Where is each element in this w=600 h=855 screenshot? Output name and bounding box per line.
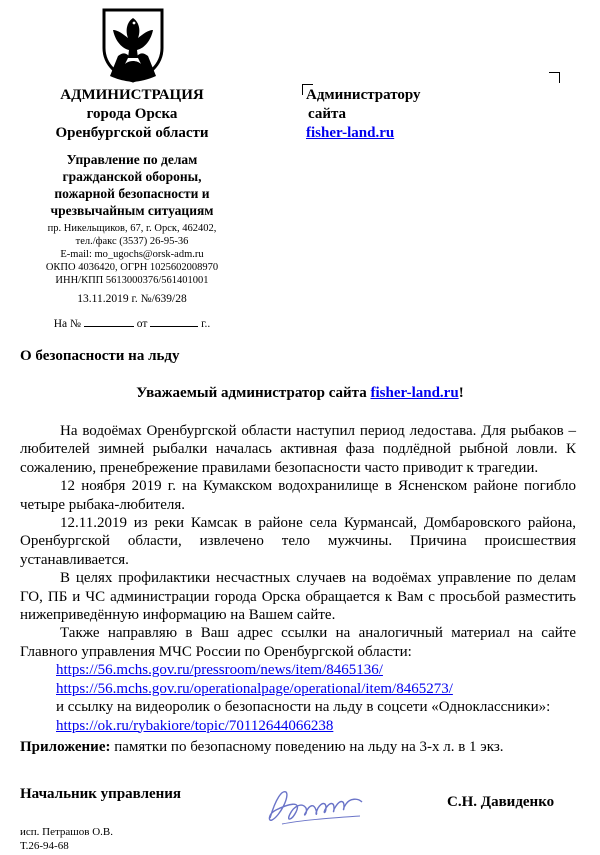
ok-link[interactable]: https://ok.ru/rybakiore/topic/70112644066238 bbox=[56, 717, 334, 734]
recipient-site-link[interactable]: fisher-land.ru bbox=[306, 125, 395, 141]
recipient-line1: Администратору bbox=[306, 87, 421, 103]
department-name: Управление по делам гражданской обороны, пожарной безопасности и чрезвычайным ситуациям bbox=[50, 152, 214, 218]
greeting-site-link[interactable]: fisher-land.ru bbox=[370, 385, 459, 401]
greeting: Уважаемый администратор сайта fisher-land.ru! bbox=[136, 385, 464, 401]
reference-line: На № от г.. bbox=[20, 314, 244, 331]
inn: ИНН/КПП 5613000376/561401001 bbox=[55, 275, 209, 286]
mchs-link-2[interactable]: https://56.mchs.gov.ru/operationalpage/operational/item/8465273/ bbox=[56, 680, 453, 697]
paragraph-5: Также направляю в Ваш адрес ссылки на аналогичный материал на сайте Главного управления МЧС России по Оренбургской области: bbox=[20, 625, 576, 660]
doc-date-number: 13.11.2019 г. №/639/28 bbox=[77, 293, 187, 305]
address: пр. Никельщиков, 67, г. Орск, 462402, bbox=[47, 223, 217, 234]
paragraph-3: 12.11.2019 из реки Камсак в районе села Курмансай, Домбаровского района, Оренбургской области, извлечено тело мужчины. Причина происшествия устанавливается. bbox=[20, 515, 576, 568]
letter-body bbox=[20, 422, 576, 735]
recipient-line2: сайта bbox=[308, 106, 347, 122]
executor-block bbox=[20, 825, 113, 853]
attachment-label: Приложение: bbox=[20, 739, 111, 755]
email: E-mail: mo_ugochs@orsk-adm.ru bbox=[60, 249, 204, 260]
attachment-text: памятки по безопасному поведению на льду на 3-х л. в 1 экз. bbox=[110, 739, 504, 755]
paragraph-6: и ссылку на видеоролик о безопасности на льду в соцсети «Одноклассники»: bbox=[56, 699, 551, 716]
org-city: города Орска bbox=[86, 106, 178, 122]
paragraph-1: На водоёмах Оренбургской области наступил период ледостава. Для рыбаков – любителей зимней рыбалки началась активная фаза подлёдной рыбной ловли. К сожалению, пренебрежение правилами безопасности часто приводит к трагедии. bbox=[20, 423, 576, 476]
ref-number-blank bbox=[84, 314, 134, 327]
ref-date-blank bbox=[150, 314, 198, 327]
subject: О безопасности на льду bbox=[20, 348, 180, 364]
signature-title: Начальник управления bbox=[20, 786, 182, 802]
attachment-line bbox=[20, 739, 504, 756]
paragraph-2: 12 ноября 2019 г. на Кумакском водохранилище в Ясненском районе погибло четыре рыбака-любителя. bbox=[20, 478, 576, 513]
org-title: АДМИНИСТРАЦИЯ bbox=[60, 87, 204, 103]
recipient-corner-right bbox=[549, 72, 560, 83]
contact-block bbox=[20, 222, 244, 287]
coat-of-arms-icon bbox=[101, 8, 165, 83]
executor-name: исп. Петрашов О.В. bbox=[20, 826, 114, 838]
okpo: ОКПО 4036420, ОГРН 1025602008970 bbox=[45, 262, 219, 273]
recipient-block bbox=[306, 86, 421, 143]
paragraph-4: В целях профилактики несчастных случаев на водоёмах управление по делам ГО, ПБ и ЧС администрации города Орска обращается к Вам с просьбой разместить нижеприведённую информацию на Вашем сайте. bbox=[20, 570, 576, 624]
signatory-name: С.Н. Давиденко bbox=[447, 794, 555, 810]
executor-phone: Т.26-94-68 bbox=[20, 840, 69, 852]
handwritten-signature-icon bbox=[262, 778, 372, 833]
mchs-link-1[interactable]: https://56.mchs.gov.ru/pressroom/news/item/8465136/ bbox=[56, 662, 383, 679]
org-header bbox=[20, 86, 244, 143]
phone: тел./факс (3537) 26-95-36 bbox=[75, 236, 189, 247]
org-region: Оренбургской области bbox=[55, 125, 209, 141]
